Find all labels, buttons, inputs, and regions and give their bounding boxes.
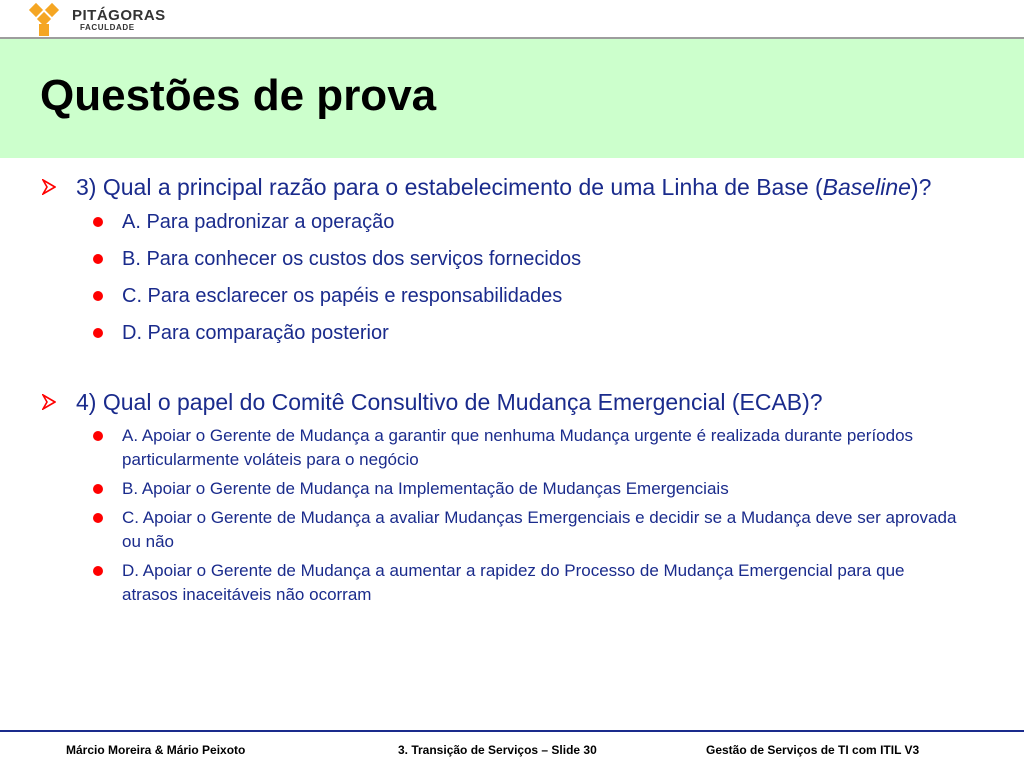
question-3-options [0,209,1024,346]
dot-bullet-icon [93,291,103,301]
footer-authors: Márcio Moreira & Mário Peixoto [66,743,246,757]
footer-course: Gestão de Serviços de TI com ITIL V3 [706,743,920,757]
question-3 [0,172,1024,203]
dot-bullet-icon [93,254,103,264]
option-item: D. Para comparação posterior [0,320,1024,346]
question-4 [0,387,1024,418]
logo-subtitle: FACULDADE [80,23,135,32]
slide-title: Questões de prova [40,71,437,120]
option-item: D. Apoiar o Gerente de Mudança a aumentar a rapidez do Processo de Mudança Emergencial para que atrasos inaceitáveis não ocorram [0,559,1024,607]
title-band [0,39,1024,158]
question-text: 4) Qual o papel do Comitê Consultivo de Mudança Emergencial (ECAB)? [76,389,823,415]
dot-bullet-icon [93,328,103,338]
arrow-bullet-icon [42,179,56,195]
pitagoras-logo-icon [28,2,64,38]
option-item: A. Apoiar o Gerente de Mudança a garantir que nenhuma Mudança urgente é realizada durante períodos particularmente voláteis para o negócio [0,424,1024,472]
option-item: C. Para esclarecer os papéis e responsabilidades [0,283,1024,309]
faculty-logo [28,2,166,38]
footer-divider [0,730,1024,732]
dot-bullet-icon [93,217,103,227]
slide-footer [0,740,1024,760]
option-item: A. Para padronizar a operação [0,209,1024,235]
dot-bullet-icon [93,566,103,576]
option-item: B. Para conhecer os custos dos serviços fornecidos [0,246,1024,272]
logo-name: PITÁGORAS [72,7,166,24]
slide-content [0,172,1024,612]
option-item: B. Apoiar o Gerente de Mudança na Implementação de Mudanças Emergenciais [0,477,1024,501]
dot-bullet-icon [93,513,103,523]
dot-bullet-icon [93,484,103,494]
question-4-options [0,424,1024,607]
arrow-bullet-icon [42,394,56,410]
question-text: 3) Qual a principal razão para o estabelecimento de uma Linha de Base (Baseline)? [76,174,932,200]
footer-slide-info: 3. Transição de Serviços – Slide 30 [398,743,597,757]
dot-bullet-icon [93,431,103,441]
option-item: C. Apoiar o Gerente de Mudança a avaliar Mudanças Emergenciais e decidir se a Mudança deve ser aprovada ou não [0,506,1024,554]
question-emphasis: Baseline [822,174,911,200]
